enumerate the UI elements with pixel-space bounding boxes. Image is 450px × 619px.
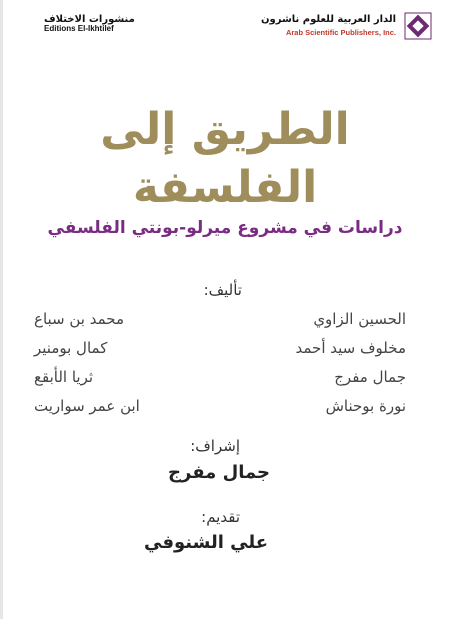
publisher-logo-icon [404, 12, 432, 40]
supervision-label: إشراف: [190, 437, 240, 455]
supervisor-name: جمال مفرج [168, 462, 270, 483]
foreword-label: تقديم: [201, 508, 240, 526]
author-name: ابن عمر سواريت [34, 396, 140, 415]
author-name: ثريا الأبقع [34, 367, 94, 386]
publisher-left-arabic: منشورات الاختلاف [44, 14, 135, 25]
book-subtitle: دراسات في مشروع ميرلو-بونتي الفلسفي [47, 218, 403, 238]
author-name: الحسين الزاوي [313, 309, 406, 328]
author-name: نورة بوحناش [325, 396, 406, 415]
author-row [34, 333, 406, 362]
book-title-line-1: الطريق إلى [100, 104, 350, 155]
author-name: كمال بومنير [34, 338, 108, 357]
foreword-author-name: علي الشنوفي [144, 532, 268, 553]
publisher-right-english: Arab Scientific Publishers, Inc. [285, 28, 396, 37]
publisher-el-ikhtilef [44, 14, 135, 34]
author-name: جمال مفرج [334, 367, 406, 386]
authorship-label: تأليف: [203, 281, 242, 299]
author-row [34, 391, 406, 420]
book-title-line-2: الفلسفة [132, 162, 318, 213]
author-name: محمد بن سباع [34, 309, 125, 328]
author-name: مخلوف سيد أحمد [295, 338, 406, 357]
publisher-right-arabic: الدار العربية للعلوم ناشرون [260, 14, 396, 25]
author-row [34, 304, 406, 333]
publisher-left-english: Editions El-Ikhtilef [44, 24, 114, 33]
cover-edge [0, 0, 3, 619]
authors-list [34, 304, 406, 420]
publisher-asp [247, 10, 432, 42]
author-row [34, 362, 406, 391]
